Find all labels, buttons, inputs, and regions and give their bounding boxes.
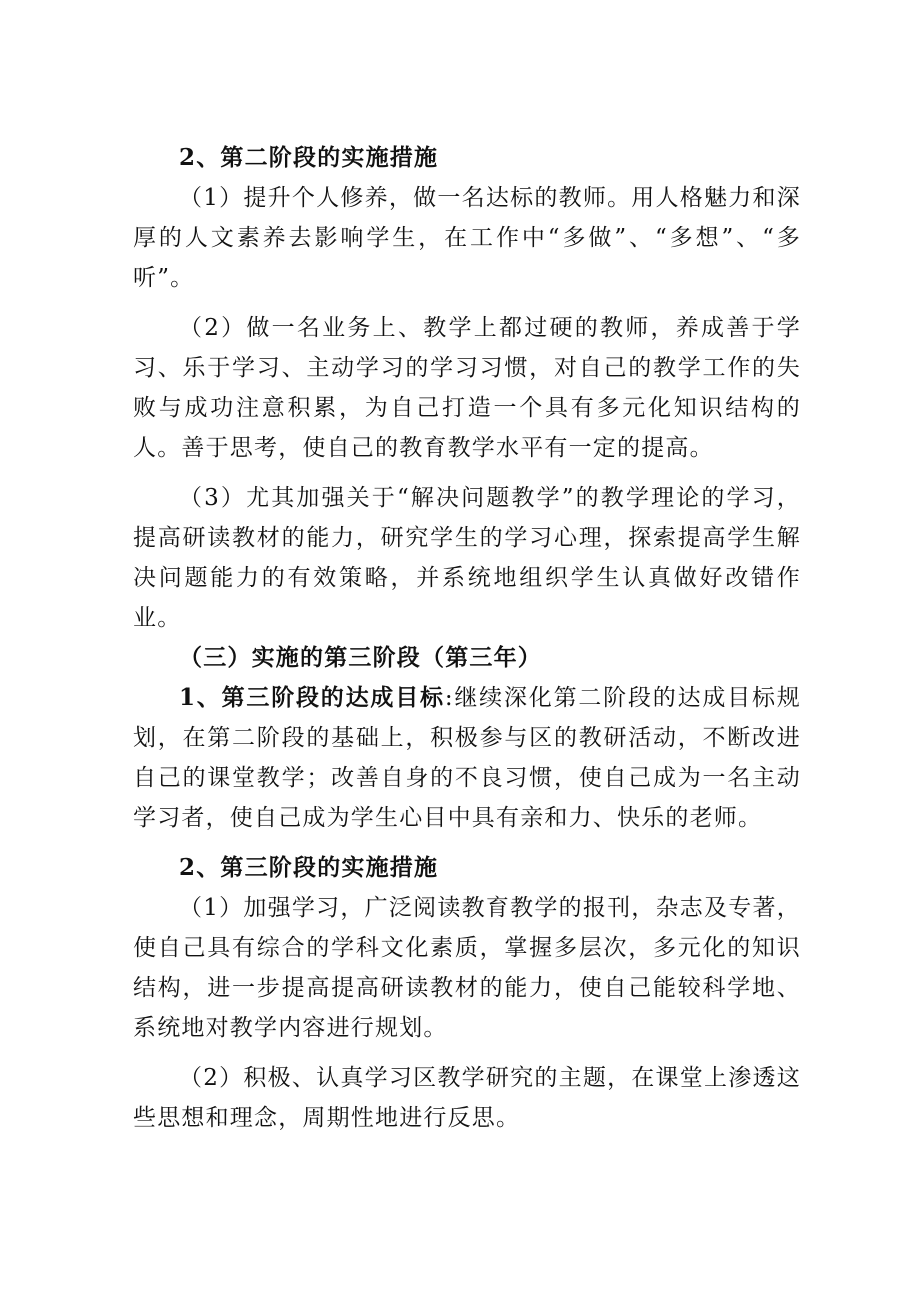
measure-item-3: （3）尤其加强关于“解决问题教学”的教学理论的学习，提高研读教材的能力，研究学生的学习心理，探索提高学生解决问题能力的有效策略，并系统地组织学生认真做好改错作业。 <box>133 485 801 631</box>
measure-item-4: （1）加强学习，广泛阅读教育教学的报刊，杂志及专著，使自己具有综合的学科文化素质，掌握多层次，多元化的知识结构，进一步提高提高研读教材的能力，使自己能较科学地、系统地对教学内容进行规划。 <box>133 895 801 1041</box>
measure-item-1: （1）提升个人修养，做一名达标的教师。用人格魅力和深厚的人文素养去影响学生，在工作中“多做”、“多想”、“多听”。 <box>133 185 801 291</box>
phase3-goal-paragraph <box>133 678 801 838</box>
section3-heading: 2、第三阶段的实施措施 <box>179 854 439 881</box>
phase3-heading: （三）实施的第三阶段（第三年） <box>179 644 542 671</box>
measure-item-2: （2）做一名业务上、教学上都过硬的教师，养成善于学习、乐于学习、主动学习的学习习惯，对自己的教学工作的失败与成功注意积累，为自己打造一个具有多元化知识结构的人。善于思考，使自己的教育教学水平有一定的提高。 <box>133 315 801 461</box>
phase3-goal-lead: 1、第三阶段的达成目标 <box>179 684 445 711</box>
phase3-goal-text: :继续深化第二阶段的达成目标规划，在第二阶段的基础上，积极参与区的教研活动，不断改进自己的课堂教学；改善自身的不良习惯，使自己成为一名主动学习者，使自己成为学生心目中具有亲和力、快乐的老师。 <box>133 685 801 831</box>
section2-heading: 2、第二阶段的实施措施 <box>179 144 439 171</box>
document-page <box>133 138 801 1138</box>
measure-item-5: （2）积极、认真学习区教学研究的主题，在课堂上渗透这些思想和理念，周期性地进行反思。 <box>133 1065 801 1131</box>
